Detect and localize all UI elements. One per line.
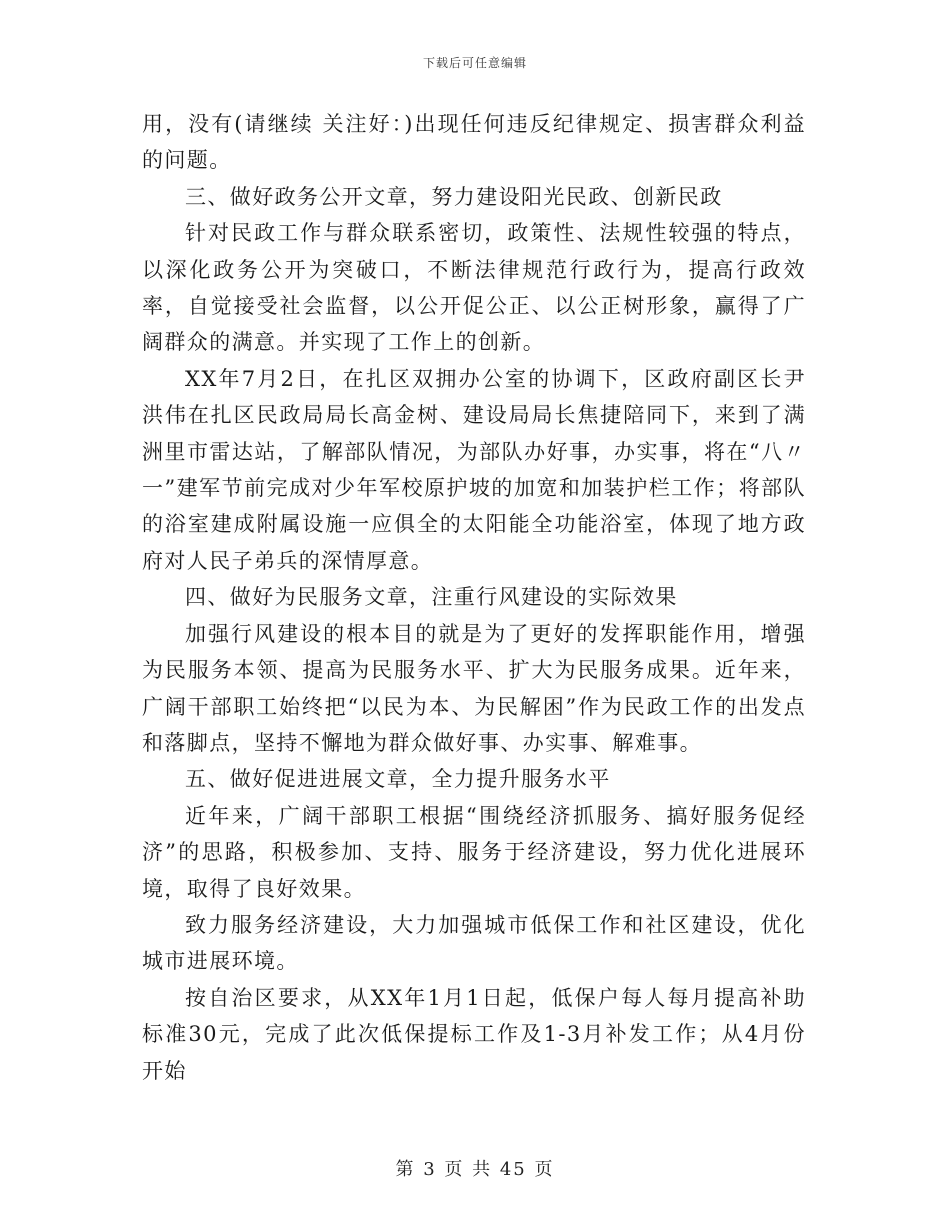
section-heading-5: 五、做好促进进展文章，全力提升服务水平 [185, 767, 611, 792]
paragraph-2: 针对民政工作与群众联系密切，政策性、法规性较强的特点，以深化政务公开为突破口，不断法律规范行政行为，提高行政效率，自觉接受社会监督，以公开促公正、以公正树形象，赢得了广阔群众的满意。并实现了工作上的创新。 [142, 221, 806, 355]
document-body [142, 106, 806, 1089]
paragraph-7: 按自治区要求，从XX年1月1日起，低保户每人每月提高补助标准30元，完成了此次低保提标工作及1-3月补发工作；从4月份开始 [142, 985, 806, 1083]
section-heading-3: 三、做好政务公开文章，努力建设阳光民政、创新民政 [185, 184, 723, 209]
paragraph-1: 用，没有(请继续 关注好：)出现任何违反纪律规定、损害群众利益的问题。 [142, 112, 806, 173]
paragraph-3: XX年7月2日，在扎区双拥办公室的协调下，区政府副区长尹洪伟在扎区民政局局长高金树、建设局局长焦捷陪同下，来到了满洲里市雷达站，了解部队情况，为部队办好事，办实事，将在“八〃一”建军节前完成对少年军校原护坡的加宽和加装护栏工作；将部队的浴室建成附属设施一应俱全的太阳能全功能浴室，体现了地方政府对人民子弟兵的深情厚意。 [142, 366, 806, 573]
page-number-footer: 第 3 页 共 45 页 [395, 1159, 555, 1180]
paragraph-5: 近年来，广阔干部职工根据“围绕经济抓服务、搞好服务促经济”的思路，积极参加、支持、服务于经济建设，努力优化进展环境，取得了良好效果。 [142, 803, 806, 901]
section-heading-4: 四、做好为民服务文章，注重行风建设的实际效果 [185, 585, 678, 610]
paragraph-4: 加强行风建设的根本目的就是为了更好的发挥职能作用，增强为民服务本领、提高为民服务水平、扩大为民服务成果。近年来，广阔干部职工始终把“以民为本、为民解困”作为民政工作的出发点和落脚点，坚持不懈地为群众做好事、办实事、解难事。 [142, 621, 806, 755]
paragraph-6: 致力服务经济建设，大力加强城市低保工作和社区建设，优化城市进展环境。 [142, 912, 806, 974]
page-header: 下载后可任意编辑 [422, 56, 527, 70]
